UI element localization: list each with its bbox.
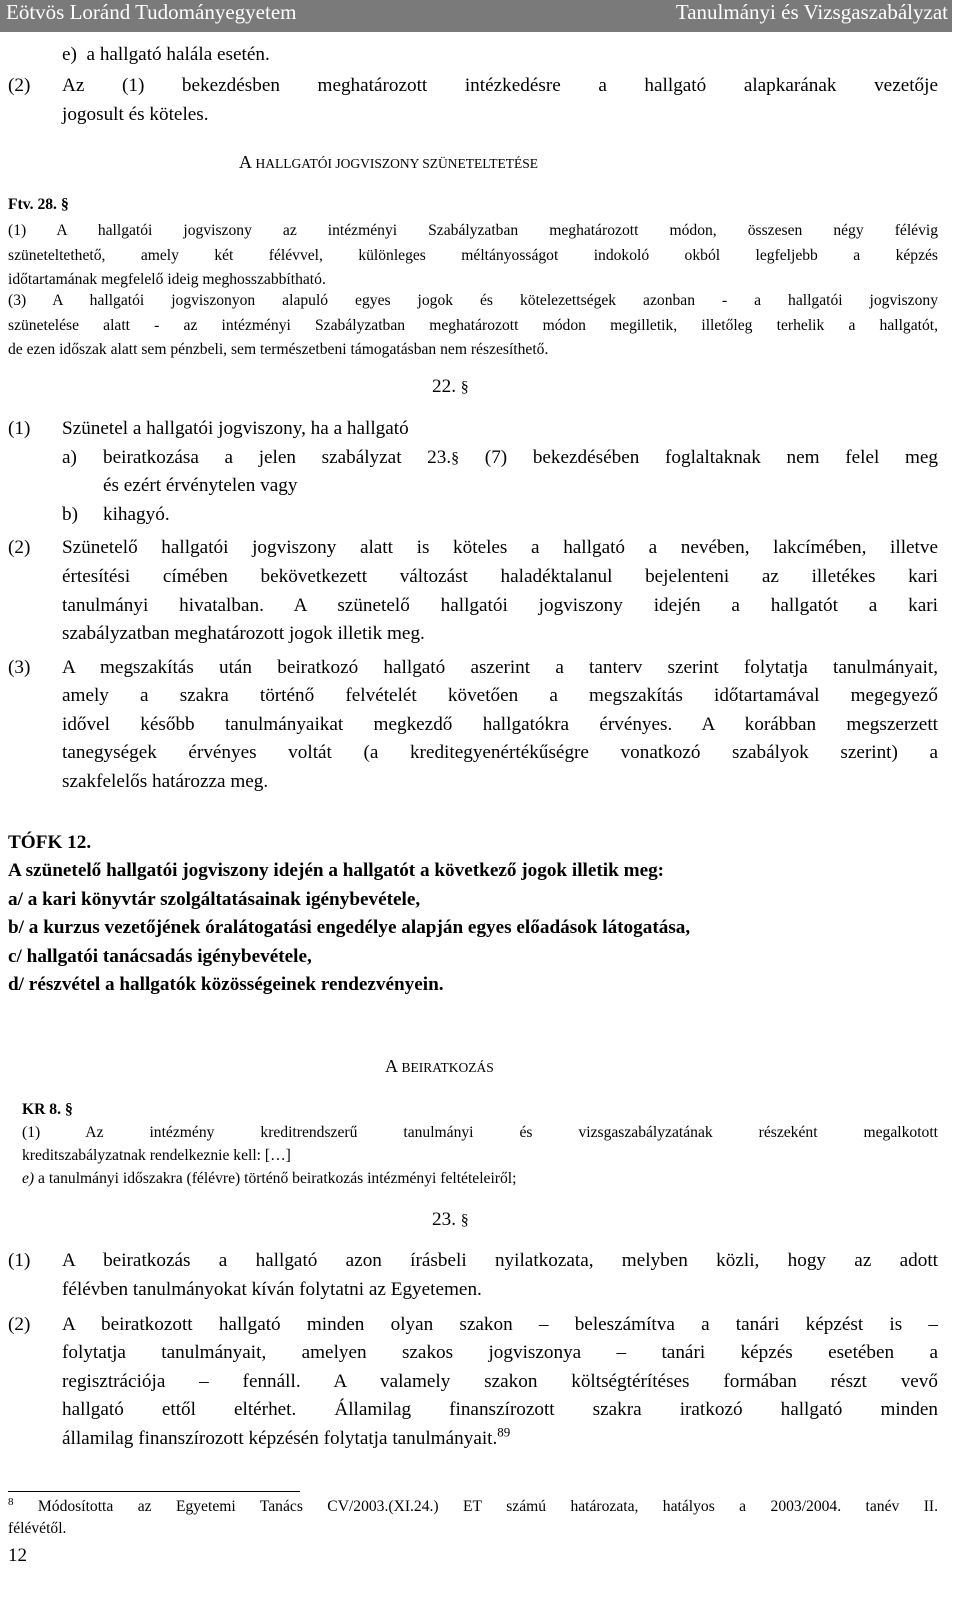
kr-line: (1) Az intézmény kreditrendszerű tanulmányi és vizsgaszabályzatának részeként megalkotott	[22, 1124, 938, 1141]
para-num: (2)	[8, 1314, 31, 1335]
para-line	[62, 1424, 511, 1450]
tofk-title: TÓFK 12.	[8, 832, 92, 853]
footnote-divider	[8, 1491, 300, 1492]
para-num: (2)	[8, 537, 31, 558]
ftv-line: időtartamának megfelelő ideig meghosszabbítható.	[8, 271, 326, 288]
ftv-line: (1) A hallgatói jogviszony az intézményi Szabályzatban meghatározott módon, összesen négy félévig	[8, 222, 938, 239]
item-a-line: és ezért érvénytelen vagy	[103, 475, 298, 496]
para-2-num: (2)	[8, 75, 31, 96]
tofk-line: a/ a kari könyvtár szolgáltatásainak igénybevétele,	[8, 889, 421, 910]
section-sign: §	[460, 379, 469, 396]
section-23-title	[432, 1209, 469, 1231]
item-a-line	[103, 447, 938, 469]
page-header	[0, 0, 952, 32]
para-line: értesítési címében bekövetkezett változást haladéktalanul bejelenteni az illetékes kari	[62, 566, 938, 587]
para-line: A beiratkozott hallgató minden olyan szakon – beleszámítva a tanári képzést is –	[62, 1314, 938, 1335]
item-b-text: kihagyó.	[103, 504, 170, 525]
footnote-line	[8, 1495, 938, 1516]
ftv-line: (3) A hallgatói jogviszonyon alapuló egyes jogok és kötelezettségek azonban - a hallgatói jogviszony	[8, 292, 938, 309]
para-line: A megszakítás után beiratkozó hallgató aszerint a tanterv szerint folytatja tanulmányait,	[62, 657, 938, 678]
para-text: Szünetel a hallgatói jogviszony, ha a hallgató	[62, 418, 409, 439]
heading-rest: BEIRATKOZÁS	[401, 1060, 494, 1075]
kr-item-text: a tanulmányi időszakra (félévre) történő beiratkozás intézményi feltételeiről;	[34, 1170, 517, 1187]
para-line: hallgató ettől eltérhet. Államilag finanszírozott szakra iratkozó hallgató minden	[62, 1399, 938, 1420]
section-number: 23.	[432, 1209, 456, 1230]
ftv-reference	[8, 196, 69, 214]
page-number: 12	[8, 1545, 27, 1566]
para-line-text: államilag finanszírozott képzésén folytatja tanulmányait.	[62, 1428, 498, 1449]
section-sign: §	[64, 1101, 73, 1118]
item-a-text: beiratkozása a jelen szabályzat 23.	[103, 447, 452, 468]
footnote-reference: 89	[497, 1424, 511, 1440]
kr-line: kreditszabályzatnak rendelkeznie kell: […]	[22, 1147, 291, 1164]
para-line: regisztrációja – fennáll. A valamely szakon költségtérítéses formában részt vevő	[62, 1371, 938, 1392]
heading-cap: A	[239, 152, 256, 172]
tofk-line: c/ hallgatói tanácsadás igénybevétele,	[8, 946, 312, 967]
header-university: Eötvös Loránd Tudományegyetem	[6, 0, 297, 24]
heading-rest: HALLGATÓI JOGVISZONY SZÜNETELTETÉSE	[255, 156, 538, 171]
header-regulation-title: Tanulmányi és Vizsgaszabályzat	[675, 0, 948, 24]
section-sign: §	[460, 1212, 469, 1229]
footnote-number: 8	[8, 1495, 14, 1508]
section-22-title	[432, 376, 469, 398]
section-heading-enrollment	[385, 1056, 494, 1077]
ftv-line: szünetelése alatt - az intézményi Szabályzatban meghatározott módon megilletik, illetőleg terhelik a hallgatót,	[8, 317, 938, 334]
kr-line	[22, 1170, 516, 1188]
para-2-line: jogosult és köteles.	[62, 104, 209, 125]
heading-cap: A	[385, 1056, 402, 1076]
kr-reference	[22, 1101, 73, 1119]
item-e-text: a hallgató halála esetén.	[86, 44, 270, 65]
kr-item-label: e)	[22, 1170, 35, 1187]
tofk-line: d/ részvétel a hallgatók közösségeinek rendezvényein.	[8, 974, 444, 995]
item-a-label: a)	[62, 447, 77, 468]
para-num: (1)	[8, 418, 31, 439]
para-line: tanegységek érvényes voltát (a kreditegyenértékűségre vonatkozó szabályok szerint) a	[62, 742, 938, 763]
section-sign: §	[60, 196, 69, 213]
para-line: A beiratkozás a hallgató azon írásbeli nyilatkozata, melyben közli, hogy az adott	[62, 1250, 938, 1271]
para-line: tanulmányi hivatalban. A szünetelő hallgatói jogviszony idején a hallgatót a kari	[62, 595, 938, 616]
item-a-text: (7) bekezdésében foglaltaknak nem felel meg	[459, 447, 938, 468]
para-line: félévben tanulmányokat kíván folytatni az Egyetemen.	[62, 1279, 482, 1300]
para-line: Szünetelő hallgatói jogviszony alatt is köteles a hallgató a nevében, lakcímében, illetve	[62, 537, 938, 558]
section-heading-suspension	[239, 152, 538, 173]
para-2-line: Az (1) bekezdésben meghatározott intézkedésre a hallgató alapkarának vezetője	[62, 75, 938, 96]
para-num: (3)	[8, 657, 31, 678]
para-line: idővel később tanulmányaikat megkezdő hallgatókra érvényes. A korábban megszerzett	[62, 714, 938, 735]
footnote-line: félévétől.	[8, 1520, 67, 1537]
kr-ref-text: KR 8.	[22, 1101, 61, 1118]
ftv-line: de ezen időszak alatt sem pénzbeli, sem természetbeni támogatásban nem részesíthető.	[8, 341, 549, 358]
tofk-line: b/ a kurzus vezetőjének óralátogatási engedélye alapján egyes előadások látogatása,	[8, 917, 691, 938]
item-e-label: e)	[62, 44, 77, 65]
section-number: 22.	[432, 376, 456, 397]
ftv-line: szüneteltethető, amely két félévvel, különleges méltányosságot indokoló okból legfeljebb a képzés	[8, 247, 938, 264]
para-line: folytatja tanulmányait, amelyen szakos jogviszonya – tanári képzés esetében a	[62, 1342, 938, 1363]
item-e	[62, 44, 270, 66]
para-line: amely a szakra történő felvételét követően a megszakítás időtartamával megegyező	[62, 685, 938, 706]
para-num: (1)	[8, 1250, 31, 1271]
item-b-label: b)	[62, 504, 78, 525]
section-sign: §	[451, 450, 460, 467]
para-line: szakfelelős határozza meg.	[62, 771, 269, 792]
footnote-text: Módosította az Egyetemi Tanács CV/2003.(XI.24.) ET számú határozata, hatályos a 2003/2004. tanév II.	[13, 1498, 938, 1515]
para-line: szabályzatban meghatározott jogok illetik meg.	[62, 623, 425, 644]
tofk-line: A szünetelő hallgatói jogviszony idején a hallgatót a következő jogok illetik meg:	[8, 860, 665, 881]
ftv-ref-text: Ftv. 28.	[8, 196, 57, 213]
